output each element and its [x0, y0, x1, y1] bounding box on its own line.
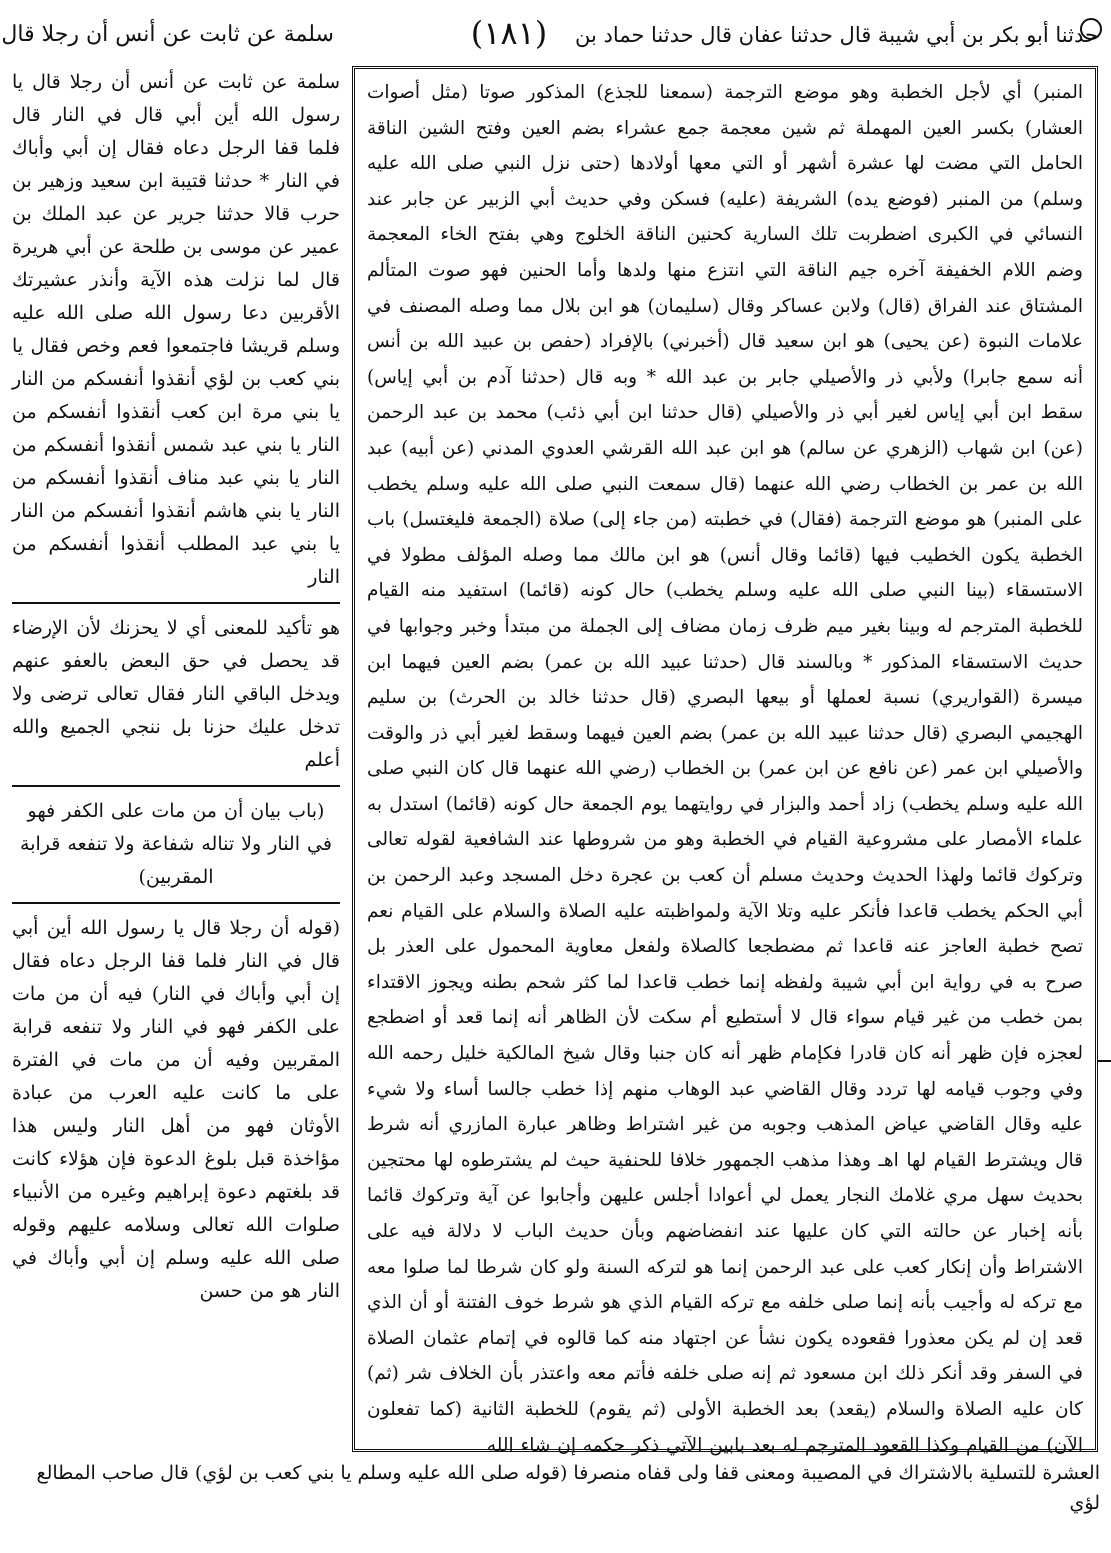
main-commentary-box	[352, 66, 1098, 1456]
side-column	[8, 66, 344, 1452]
side-hadith-text: سلمة عن ثابت عن أنس أن رجلا قال يا رسول الله أين أبي قال في النار قال فلما قفا الرجل دعاه فقال إن أبي وأباك في النار * حدثنا قتيبة ابن سعيد وزهير بن حرب قالا حدثنا جرير عن عبد الملك بن عمير عن موسى بن طلحة عن أبي هريرة قال لما نزلت هذه الآية وأنذر عشيرتك الأقربين دعا رسول الله صلى الله عليه وسلم قريشا فاجتمعوا فعم وخص فقال يا بني كعب بن لؤي أنقذوا أنفسكم من النار يا بني مرة ابن كعب أنقذوا أنفسكم من النار يا بني عبد شمس أنقذوا أنفسكم من النار يا بني عبد مناف أنقذوا أنفسكم من النار يا بني هاشم أنقذوا أنفسكم من النار يا بني عبد المطلب أنقذوا أنفسكم من النار	[12, 71, 340, 588]
side-commentary-text: (قوله أن رجلا قال يا رسول الله أين أبي قال في النار فلما قفا الرجل دعاه فقال إن أبي وأباك في النار) فيه أن من مات على الكفر فهو في النار ولا تنفعه قرابة المقربين وفيه أن من مات في الفترة على ما كانت عليه العرب من عبادة الأوثان فهو من أهل النار وليس هذا مؤاخذة قبل بلوغ الدعوة فإن هؤلاء كانت قد بلغتهم دعوة إبراهيم وغيره من الأنبياء صلوات الله تعالى وسلامه عليهم وقوله صلى الله عليه وسلم إن أبي وأباك في النار هو من حسن	[12, 917, 340, 1302]
page-header	[2, 6, 1108, 66]
header-right-line: حدثنا أبو بكر بن أبي شيبة قال حدثنا عفان قال حدثنا حماد بن	[574, 23, 1098, 47]
section-divider	[12, 902, 340, 904]
page-footer-line: العشرة للتسلية بالاشتراك في المصيبة ومعنى قفا ولى قفاه منصرفا (قوله صلى الله عليه وسلم يا بني كعب بن لؤي) قال صاحب المطالع لؤي	[36, 1462, 1100, 1514]
margin-mark	[1098, 1060, 1111, 1068]
side-note-text: هو تأكيد للمعنى أي لا يحزنك لأن الإرضاء قد يحصل في حق البعض بالعفو عنهم ويدخل الباقي النار فقال تعالى ترضى ولا تدخل عليك حزنا بل ننجي الجميع والله أعلم	[12, 617, 340, 771]
page-number: (١٨١)	[470, 14, 548, 52]
section-divider	[12, 602, 340, 604]
section-divider	[12, 785, 340, 787]
ornament-icon	[1080, 18, 1102, 40]
header-left-line: سلمة عن ثابت عن أنس أن رجلا قال	[1, 22, 334, 47]
chapter-title: (باب بيان أن من مات على الكفر فهو في النار ولا تناله شفاعة ولا تنفعه قرابة المقربين)	[20, 800, 332, 888]
main-commentary-text: المنبر) أي لأجل الخطبة وهو موضع الترجمة (سمعنا للجذع) المذكور صوتا (مثل أصوات العشار) بكسر العين المهملة ثم شين معجمة جمع عشراء بضم العين وفتح الشين الناقة الحامل التي مضت لها عشرة أشهر أو التي معها أولادها (حتى نزل النبي صلى الله عليه وسلم) من المنبر (فوضع يده) الشريفة (عليه) فسكن وفي حديث أبي الزبير عن جابر عند النسائي في الكبرى اضطربت تلك السارية كحنين الناقة الخلوج وهي بفتح الخاء المعجمة وضم اللام الخفيفة آخره جيم الناقة التي انتزع منها ولدها وأما الحنين فهو صوت المتألم المشتاق عند الفراق (قال) ولابن عساكر وقال (سليمان) هو ابن بلال مما وصله المصنف في علامات النبوة (عن يحيى) هو ابن سعيد قال (أخبرني) بالإفراد (حفص بن عبيد الله بن أنس أنه سمع جابرا) ولأبي ذر والأصيلي جابر بن عبد الله * وبه قال (حدثنا آدم بن أبي إياس) سقط ابن أبي إياس لغير أبي ذر والأصيلي (قال حدثنا ابن أبي ذئب) محمد بن عبد الرحمن (عن) ابن شهاب (الزهري عن سالم) هو ابن عبد الله القرشي العدوي المدني (عن أبيه) عبد الله بن عمر بن الخطاب رضي الله عنهما (قال سمعت النبي صلى الله عليه وسلم يخطب على المنبر) هو موضع الترجمة (فقال) في خطبته (من جاء إلى) صلاة (الجمعة فليغتسل) باب الخطبة يكون الخطيب فيها (قائما وقال أنس) هو ابن مالك مما وصله المؤلف مطولا في الاستسقاء (بينا النبي صلى الله عليه وسلم يخطب) حال كونه (قائما) استفيد منه القيام للخطبة المترجم له وبينا بغير ميم ظرف زمان مضاف إلى الجملة من مبتدأ وخبر وجوابها في حديث الاستسقاء المذكور * وبالسند قال (حدثنا عبيد الله بن عمر) بضم العين فيهما ابن ميسرة (القواريري) نسبة لعملها أو بيعها البصري (قال حدثنا خالد بن الحرث) بن سليم الهجيمي البصري (قال حدثنا عبيد الله بن عمر) بضم العين فيهما وسقط لغير أبي ذر والوقت والأصيلي ابن عمر (عن نافع عن ابن عمر) بن الخطاب (رضي الله عنهما قال كان النبي صلى الله عليه وسلم يخطب) زاد أحمد والبزار في روايتهما يوم الجمعة حال كونه (قائما) استدل به علماء الأمصار على مشروعية القيام في الخطبة وهو من شروطها عند الشافعية لقوله تعالى وتركوك قائما ولهذا الحديث وحديث مسلم أن كعب بن عجرة دخل المسجد وعبد الرحمن بن أبي الحكم يخطب قاعدا فأنكر عليه وتلا الآية ولمواظبته عليه الصلاة والسلام على القيام نعم تصح خطبة العاجز عنه قاعدا ثم مضطجعا كالصلاة ولفعل معاوية المحمول على العذر بل صرح به في رواية ابن أبي شيبة ولفظه إنما خطب قاعدا لما كثر شحم بطنه ويجوز الاقتداء بمن خطب من غير قيام سواء قال لا أستطيع أم سكت لأن الظاهر أنه إنما قعد أو اضطجع لعجزه فإن ظهر أنه كان قادرا فكإمام ظهر أنه كان جنبا وقال شيخ المالكية خليل رحمه الله وفي وجوب قيامه لها تردد وقال القاضي عبد الوهاب منهم إذا خطب جالسا أساء ولا شيء عليه وقال القاضي عياض المذهب وجوبه من غير اشتراط وظاهر عبارة المازري أنه شرط قال ويشترط القيام لها اهـ وهذا مذهب الجمهور خلافا للحنفية حيث لم يشترطوه لها محتجين بحديث سهل مري غلامك النجار يعمل لي أعوادا أجلس عليهن وأجابوا عن آية وتركوك قائما بأنه إخبار عن حالته التي كان عليها عند انفضاضهم وبأن حديث الباب لا دلالة فيه على الاشتراط وأن إنكار كعب على عبد الرحمن إنما هو لتركه السنة ولو كان شرطا لما صلوا معه مع تركه له وأجيب بأنه إنما صلى خلفه مع تركه القيام الذي هو شرط خوف الفتنة أو أن الذي قعد إن لم يكن معذورا فقعوده يكون نشأ عن اجتهاد منه كما قالوه في إتمام عثمان الصلاة في السفر وقد أنكر ذلك ابن مسعود ثم إنه صلى خلفه فأتم معه واعتذر بأن الخلاف شر (ثم) كان عليه الصلاة والسلام (يقعد) بعد الخطبة الأولى (ثم يقوم) للخطبة الثانية (كما تفعلون الآن) من القيام وكذا القعود المترجم له بعد بابين الآتي ذكر حكمه إن شاء الله	[367, 82, 1083, 1456]
